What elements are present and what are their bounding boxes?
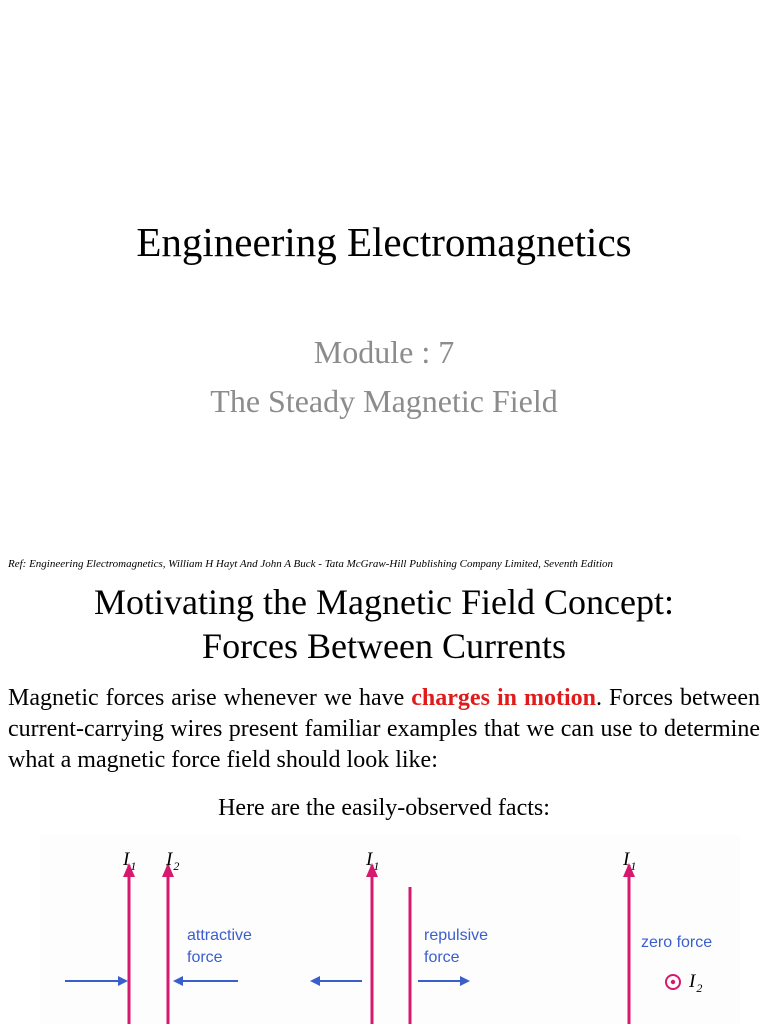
highlighted-phrase: charges in motion	[411, 685, 596, 711]
current-label-i1-panel-2: $I_1$	[366, 849, 380, 873]
current-forces-figure	[40, 835, 740, 1024]
force-label-panel-3: zero force	[641, 934, 713, 951]
module-number: Module : 7	[313, 334, 455, 370]
force-arrowhead-left-panel-1	[118, 976, 128, 986]
force-arrowhead-left-panel-2	[310, 976, 320, 986]
current-label-i2-panel-1: $I_2$	[166, 849, 180, 873]
force-label-line-1-panel-1: attractive	[187, 927, 252, 944]
body-text-start: Magnetic forces arise whenever we have	[8, 685, 412, 711]
panel-repulsive	[310, 849, 488, 1024]
section-title	[0, 580, 768, 668]
current-label-i1-panel-3: $I_1$	[623, 849, 637, 873]
body-paragraph	[8, 683, 760, 776]
facts-intro: Here are the easily-observed facts:	[218, 795, 550, 821]
panel-attractive	[65, 849, 252, 1024]
force-arrowhead-right-panel-2	[460, 976, 470, 986]
panel-zero-force	[622, 849, 712, 1024]
force-label-line-2-panel-2: force	[424, 949, 460, 966]
current-out-of-page-dot	[671, 980, 675, 984]
current-label-i1-panel-1: $I_1$	[123, 849, 137, 873]
reference-note: Ref: Engineering Electromagnetics, William H Hayt And John A Buck - Tata McGraw-Hill Publishing Company Limited, Seventh Edition	[8, 558, 614, 570]
figure-canvas	[40, 835, 740, 1024]
force-label-line-1-panel-2: repulsive	[424, 927, 489, 944]
force-arrowhead-right-panel-1	[173, 976, 183, 986]
section-title-line-1: Motivating the Magnetic Field Concept:	[94, 582, 674, 622]
module-topic: The Steady Magnetic Field	[210, 383, 558, 419]
section-title-line-2: Forces Between Currents	[202, 626, 566, 666]
force-label-line-2-panel-1: force	[187, 949, 223, 966]
body-text-end: . Forces between current-carrying wires present familiar examples that we can use to determine what a magnetic force field should look like:	[8, 685, 760, 773]
current-label-i2-panel-3: $I_2$	[689, 971, 703, 995]
slide-title: Engineering Electromagnetics	[136, 219, 632, 265]
